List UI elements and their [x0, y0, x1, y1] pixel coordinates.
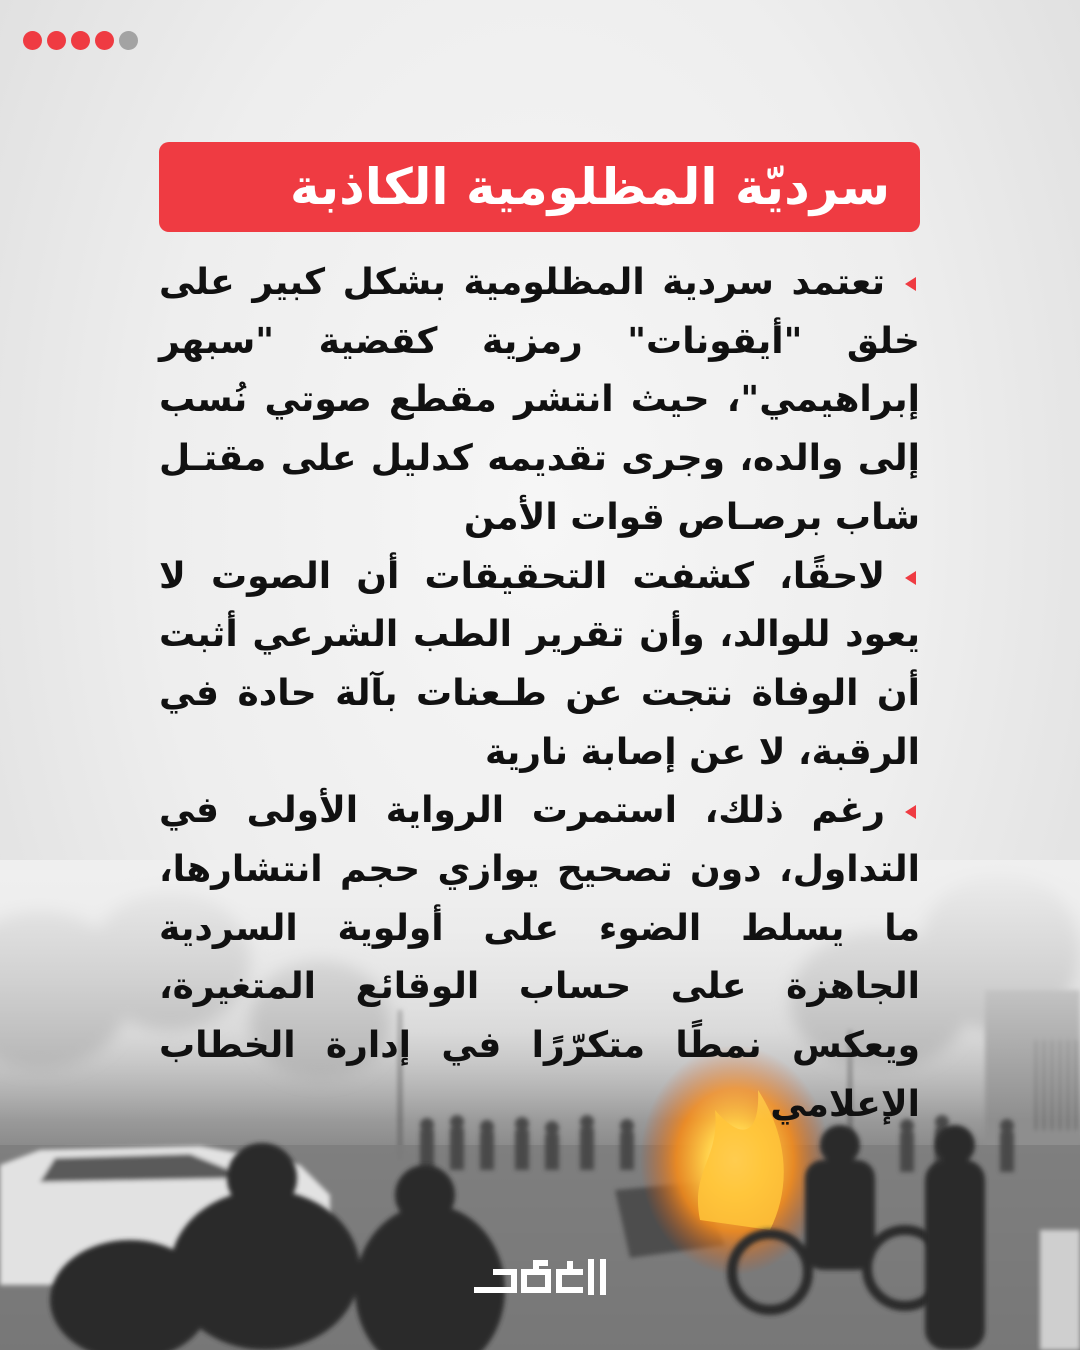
page-dot-active — [95, 31, 114, 50]
bullet-text: تعتمد سردية المظلومية بشكل كبير على خلق "أيقونات" رمزية كقضية "سبهر إبراهيمي"، حيث انتشر مقطع صوتي نُسب إلى والده، وجرى تقديمه كدليل على مقتـل شاب برصـاص قوات الأمن — [159, 262, 920, 538]
bullet-text: رغم ذلك، استمرت الرواية الأولى في التداول، دون تصحيح يوازي حجم انتشارها، ما يسلط الضوء على أولوية السردية الجاهزة على حساب الوقائع المتغيرة، ويعكس نمطًا متكرّرًا في إدارة الخطاب الإعلامي — [159, 790, 920, 1125]
bullet-text: لاحقًا، كشفت التحقيقات أن الصوت لا يعود للوالد، وأن تقرير الطب الشرعي أثبت أن الوفاة نتجت عن طـعنات بآلة حادة في الرقبة، لا عن إصابة نارية — [159, 555, 920, 773]
brand-logo — [472, 1258, 608, 1296]
page-dot-inactive — [119, 31, 138, 50]
page-indicator — [23, 31, 138, 50]
bullet-list — [159, 254, 920, 1135]
page-dot-active — [23, 31, 42, 50]
title-banner — [159, 142, 920, 232]
left-triangle-icon — [905, 277, 916, 291]
page-dot-active — [71, 31, 90, 50]
left-triangle-icon — [905, 571, 916, 585]
post-title: سرديّة المظلومية الكاذبة — [290, 158, 890, 216]
bullet-item — [159, 548, 920, 783]
left-triangle-icon — [905, 805, 916, 819]
bullet-item — [159, 782, 920, 1134]
right-car — [1040, 1230, 1080, 1350]
bullet-item — [159, 254, 920, 548]
page-dot-active — [47, 31, 66, 50]
